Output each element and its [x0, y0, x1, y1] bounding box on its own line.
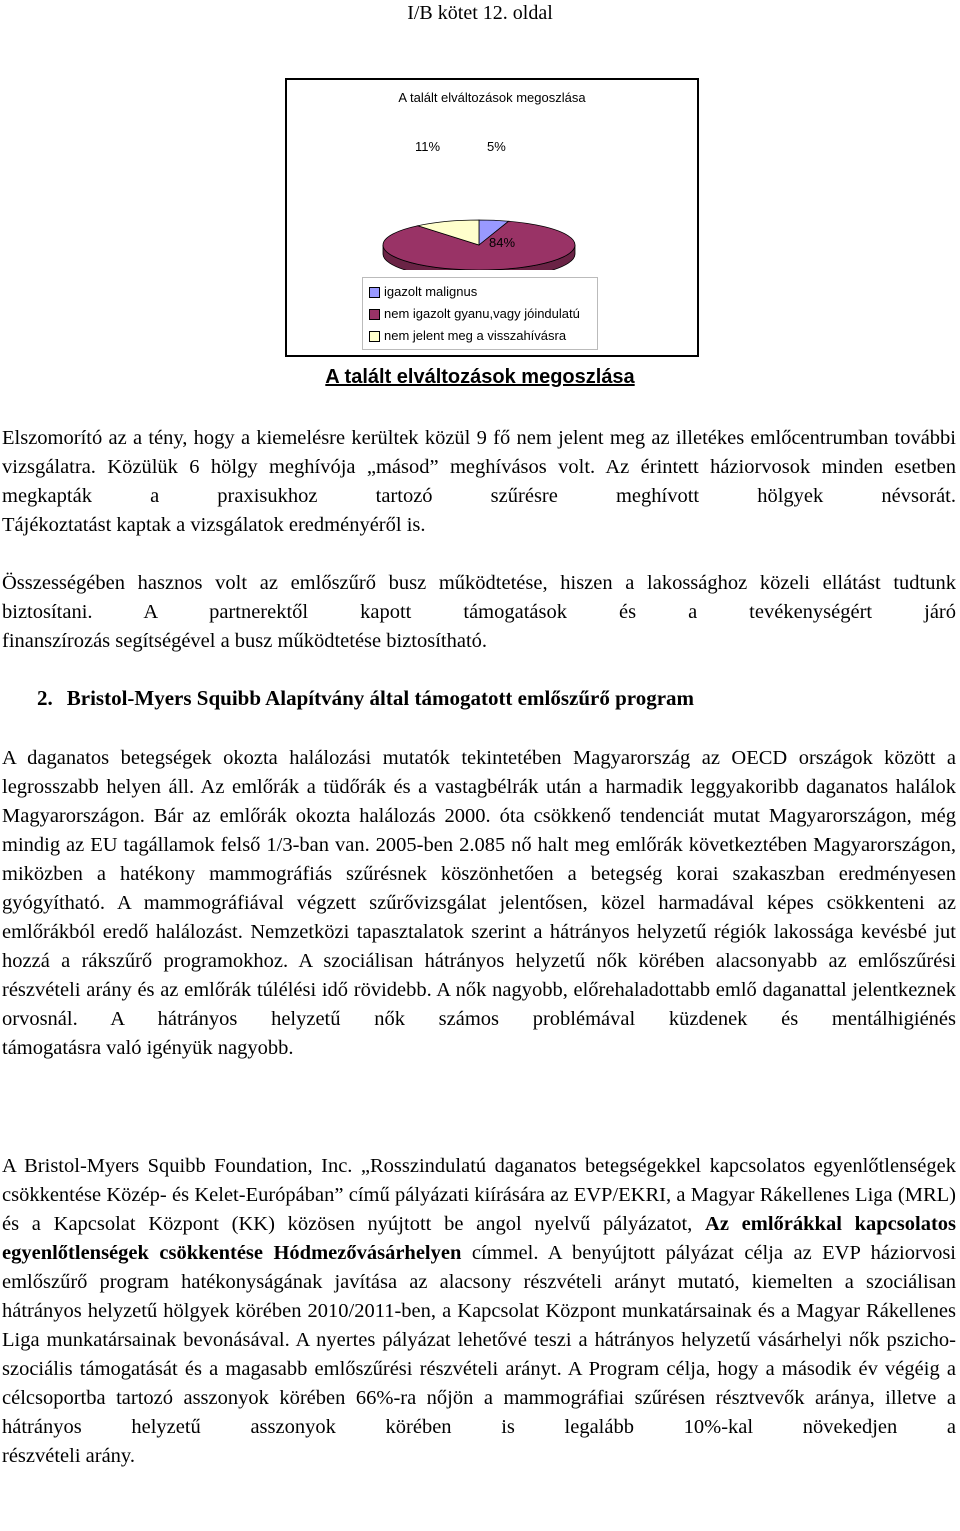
legend-label: igazolt malignus — [384, 284, 478, 299]
legend-swatch — [369, 331, 380, 342]
pie-chart — [285, 78, 699, 357]
figure-caption: A talált elváltozások megoszlása — [325, 366, 635, 388]
paragraph-text: Elszomorító az a tény, hogy a kiemelésre kerültek közül 9 fő nem jelent meg az illetékes emlőcentrumban további vizsgálatra. Közülük 6 hölgy meghívója „másod” meghívásos volt. Az érintett háziorvosok minden esetben megkapták a praxisukhoz tartozó szűrésre meghívott hölgyek névsorát. — [2, 427, 956, 507]
paragraph-text: A daganatos betegségek okozta halálozási mutatók tekintetében Magyarország az OECD országok között a legrosszabb helyen áll. Az emlőrák a tüdőrák és a vastagbélrák után a harmadik leggyakoribb daganatos halálok Magyarországon. Bár az emlőrák okozta halálozás 2000. óta csökkenő tendenciát mutat Magyarországon, még mindig az EU tagállamok felső 1/3-ban van. 2005-ben 2.085 nő halt meg emlőrák következtében Magyarországon, miközben a hatékony mammográfiás szűrésnek köszönhetően a betegség korai szakaszban eredményesen gyógyítható. A mammográfiával végzett szűrővizsgálat jelentősen, közel harmadával képes csökkenteni az emlőrákból eredő halálozást. Nemzetközi tapasztalatok szerint a hátrányos helyzetű régiók lakossága kevésbé jut hozzá a rákszűrő programokhoz. A szociálisan hátrányos helyzetű nők körében alacsonyabb az emlőszűrési részvételi arány és az emlőrák túlélési idő rövidebb. A nők nagyobb, előrehaladottabb emlő daganattal jelentkeznek orvosnál. A hátrányos helyzetű nők számos problémával küzdenek és mentálhigiénés — [2, 747, 956, 1030]
legend-label: nem jelent meg a visszahívásra — [384, 328, 567, 343]
paragraph-last-line: finanszírozás segítségével a busz működtetése biztosítható. — [2, 630, 488, 652]
slice-label-absent: 11% — [415, 139, 441, 154]
chart-legend — [362, 277, 598, 350]
paragraph-last-line: Tájékoztatást kaptak a vizsgálatok eredményéről is. — [2, 514, 426, 536]
paragraph-bold-title: Az emlőrákkal kapcsolatos egyenlőtlenségek csökkentése Hódmezővásárhelyen — [2, 1213, 957, 1264]
paragraph-last-line: támogatásra való igényük nagyobb. — [2, 1037, 294, 1059]
paragraph-4 — [2, 1152, 956, 1471]
paragraph-text: címmel. A benyújtott pályázat célja az EVP háziorvosi emlőszűrő program hatékonyságának javítása az alacsony részvételi arányt mutató, kiemelten a szociálisan hátrányos helyzetű hölgyek körében 2010/2011-ben, a Kapcsolat Központ munkatársainak és a Magyar Rákellenes Liga munkatársainak bevonásával. A nyertes pályázat lehetővé teszi a hátrányos helyzetű vásárhelyi nők pszicho-szociális támogatását és a magasabb emlőszűrési részvételi arányt. A Program célja, hogy a második év végéig a célcsoportba tartozó asszonyok körében 66%-ra nőjön a mammográfiai szűrésen résztvevők aránya, illetve a hátrányos helyzetű asszonyok körében is legalább 10%-kal növekedjen a — [2, 1242, 957, 1438]
legend-item-absent — [369, 325, 593, 347]
section-title: Bristol-Myers Squibb Alapítvány által támogatott emlőszűrő program — [66, 686, 695, 710]
paragraph-2 — [2, 569, 956, 656]
slice-label-malignus: 5% — [487, 139, 506, 154]
legend-swatch — [369, 309, 380, 320]
paragraph-text: A Bristol-Myers Squibb Foundation, Inc. „Rosszindulatú daganatos betegségekkel kapcsolatos egyenlőtlenségek csökkentése Közép- és Kelet-Európában” című pályázati kiírására az EVP/EKRI, a Magyar Rákellenes Liga (MRL) és a Kapcsolat Központ (KK) közösen nyújtott be angol nyelvű pályázatot, — [2, 1155, 956, 1235]
section-number: 2. — [37, 686, 53, 710]
paragraph-text: Összességében hasznos volt az emlőszűrő busz működtetése, hiszen a lakossághoz közeli ellátást tudtunk biztosítani. A partnerektől kapott támogatások és a tevékenységért járó — [2, 572, 956, 623]
legend-swatch — [369, 287, 380, 298]
paragraph-3 — [2, 744, 956, 1063]
slice-label-benign: 84% — [489, 235, 516, 250]
legend-item-malignus — [369, 281, 593, 303]
legend-item-benign — [369, 303, 593, 325]
legend-label: nem igazolt gyanu,vagy jóindulatú — [384, 306, 580, 321]
page-header: I/B kötet 12. oldal — [407, 2, 553, 24]
paragraph-last-line: részvételi arány. — [2, 1445, 135, 1467]
chart-title: A talált elváltozások megoszlása — [398, 90, 586, 105]
section-heading — [37, 686, 694, 711]
paragraph-1 — [2, 424, 956, 540]
